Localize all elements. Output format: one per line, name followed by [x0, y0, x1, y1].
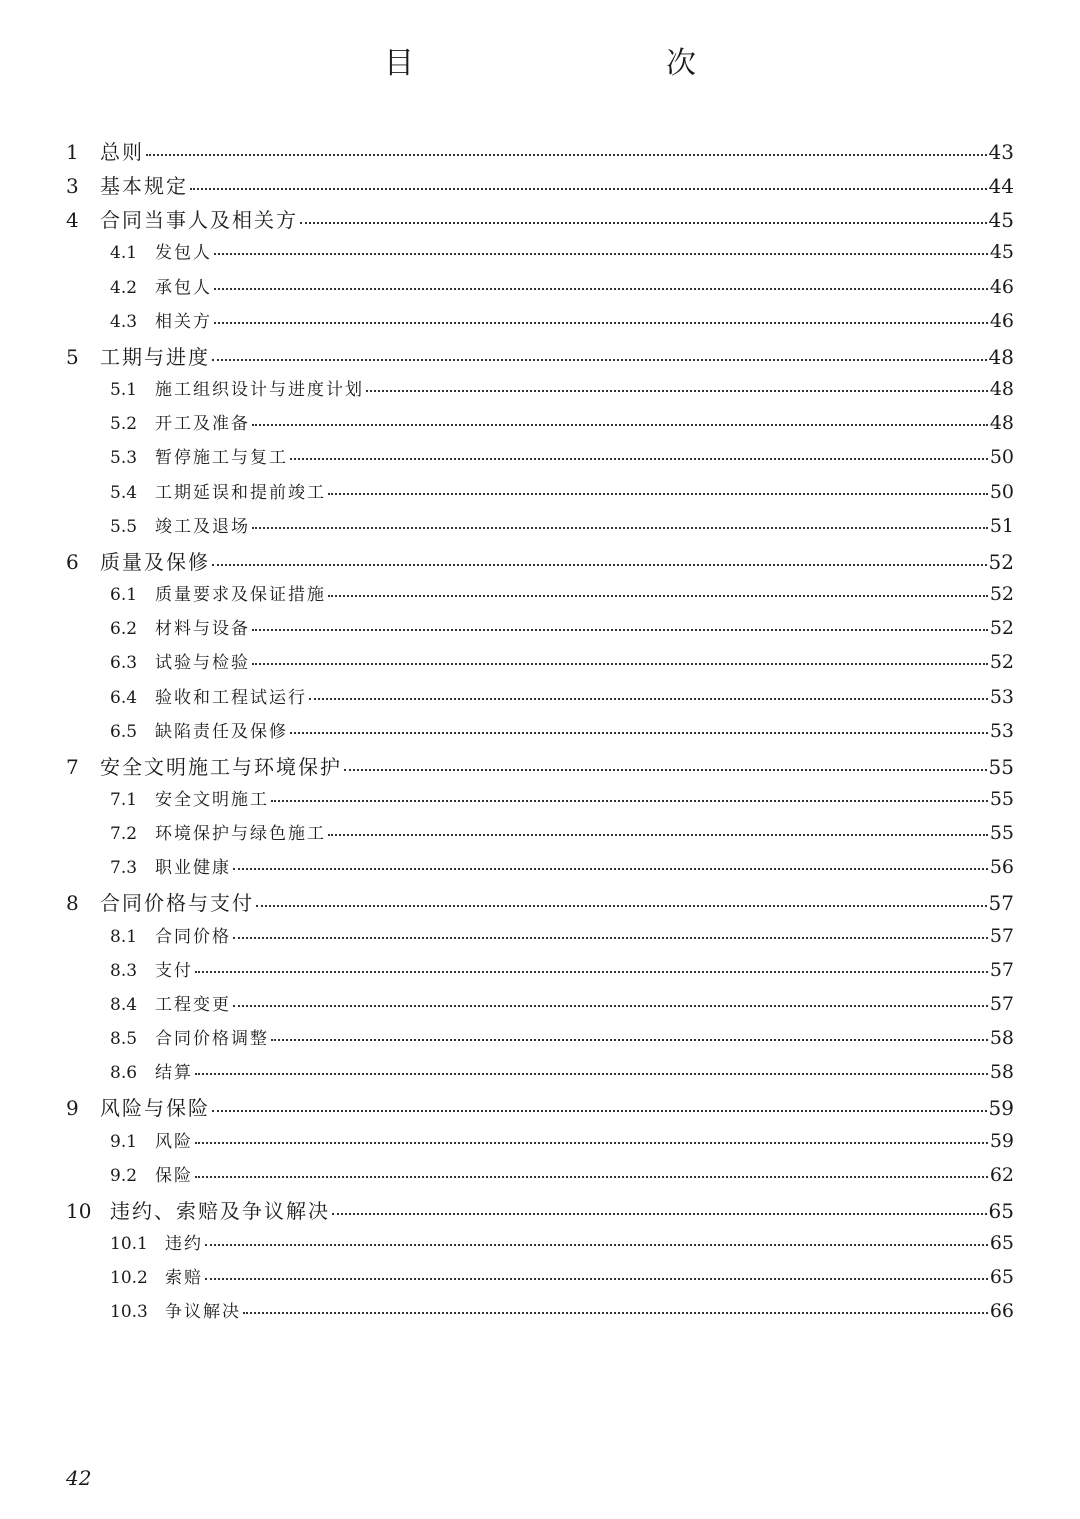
toc-entry-page: 59 [989, 1129, 1014, 1152]
dot-leader [328, 595, 988, 597]
toc-entry-title: 风险与保险 [100, 1096, 210, 1121]
toc-entry-title: 质量及保修 [100, 549, 210, 574]
toc-entry-page: 55 [989, 822, 1014, 845]
dot-leader [252, 629, 988, 631]
toc-entry-title: 基本规定 [100, 174, 188, 199]
toc-entry-number: 3 [66, 174, 79, 199]
toc-entry-title: 违约 [165, 1234, 203, 1254]
dot-leader [332, 1213, 987, 1215]
toc-entry-page: 45 [988, 208, 1014, 233]
toc-entry-page: 59 [988, 1096, 1014, 1121]
toc-entry-page: 53 [989, 719, 1014, 742]
toc-entry-section[interactable] [66, 1263, 1014, 1297]
toc-entry-section[interactable] [66, 307, 1014, 341]
toc-entry-number: 5.3 [110, 448, 138, 469]
toc-entry-number: 4 [66, 208, 79, 233]
toc-entry-section[interactable] [66, 1229, 1014, 1263]
toc-entry-title: 争议解决 [165, 1302, 241, 1323]
toc-entry-title: 试验与检验 [155, 653, 250, 674]
toc-entry-number: 9.2 [110, 1165, 138, 1186]
toc-entry-title: 开工及准备 [155, 414, 250, 435]
toc-entry-number: 4.3 [110, 311, 138, 332]
toc-entry-title: 支付 [155, 960, 193, 981]
toc-entry-title: 缺陷责任及保修 [155, 721, 288, 742]
toc-entry-number: 8.5 [110, 1029, 138, 1050]
toc-entry-page: 44 [988, 174, 1014, 199]
toc-entry-number: 10.1 [110, 1234, 148, 1254]
toc-entry-title: 合同价格与支付 [100, 891, 254, 916]
dot-leader [195, 1142, 988, 1144]
toc-entry-section[interactable] [66, 717, 1014, 751]
dot-leader [290, 732, 988, 734]
toc-entry-page: 53 [989, 685, 1014, 708]
dot-leader [290, 458, 988, 460]
toc-entry-chapter[interactable] [66, 751, 1014, 785]
toc-entry-number: 5.5 [110, 516, 138, 537]
toc-entry-number: 6.1 [110, 585, 138, 606]
toc-entry-title: 合同当事人及相关方 [100, 208, 298, 233]
toc-entry-page: 55 [988, 754, 1014, 779]
toc-entry-page: 50 [989, 480, 1014, 503]
toc-entry-page: 46 [989, 309, 1014, 332]
toc-entry-section[interactable] [66, 853, 1014, 887]
page-title: 目 次 [384, 46, 760, 81]
toc-entry-title: 风险 [155, 1131, 193, 1152]
toc-entry-title: 环境保护与绿色施工 [155, 824, 326, 845]
toc-entry-number: 9 [66, 1096, 79, 1121]
toc-entry-title: 保险 [155, 1165, 193, 1186]
toc-entry-page: 65 [988, 1198, 1014, 1223]
toc-entry-page: 57 [989, 992, 1014, 1015]
toc-entry-page: 48 [988, 344, 1014, 369]
toc-entry-section[interactable] [66, 1127, 1014, 1161]
toc-entry-page: 57 [989, 958, 1014, 981]
dot-leader [214, 322, 988, 324]
dot-leader [233, 868, 988, 870]
dot-leader [252, 663, 988, 665]
dot-leader [366, 390, 988, 392]
toc-entry-chapter[interactable] [66, 170, 1014, 204]
toc-entry-number: 5.4 [110, 482, 138, 503]
toc-entry-chapter[interactable] [66, 887, 1014, 921]
toc-entry-title: 工期延误和提前竣工 [155, 482, 326, 503]
toc-entry-title: 工期与进度 [100, 344, 210, 369]
toc-entry-page: 48 [989, 378, 1014, 401]
dot-leader [252, 424, 988, 426]
dot-leader [271, 1039, 988, 1041]
toc-entry-number: 5.2 [110, 414, 138, 435]
toc-entry-page: 65 [989, 1232, 1014, 1254]
dot-leader [146, 154, 987, 156]
toc-entry-number: 6.5 [110, 721, 138, 742]
toc-entry-number: 8.3 [110, 960, 138, 981]
toc-entry-section[interactable] [66, 375, 1014, 409]
toc-entry-chapter[interactable] [66, 136, 1014, 170]
dot-leader [214, 253, 988, 255]
toc-entry-page: 62 [989, 1163, 1014, 1186]
toc-entry-title: 施工组织设计与进度计划 [155, 380, 364, 401]
toc-entry-section[interactable] [66, 238, 1014, 272]
toc-entry-section[interactable] [66, 683, 1014, 717]
dot-leader [212, 1110, 987, 1112]
toc-entry-number: 6 [66, 549, 79, 574]
dot-leader [344, 769, 987, 771]
toc-entry-title: 发包人 [155, 243, 212, 264]
toc-entry-page: 57 [988, 891, 1014, 916]
toc-entry-chapter[interactable] [66, 204, 1014, 238]
toc-entry-page: 58 [989, 1061, 1014, 1084]
toc-entry-page: 65 [989, 1266, 1014, 1289]
toc-entry-number: 5 [66, 344, 79, 369]
toc-entry-number: 9.1 [110, 1131, 138, 1152]
toc-entry-title: 工程变更 [155, 994, 231, 1015]
toc-entry-section[interactable] [66, 580, 1014, 614]
dot-leader [212, 564, 987, 566]
toc-entry-section[interactable] [66, 922, 1014, 956]
toc-entry-page: 50 [989, 446, 1014, 469]
toc-entry-section[interactable] [66, 409, 1014, 443]
toc-entry-section[interactable] [66, 785, 1014, 819]
toc-entry-title: 违约、索赔及争议解决 [110, 1198, 330, 1223]
dot-leader [300, 222, 987, 224]
dot-leader [243, 1312, 988, 1314]
toc-entry-title: 职业健康 [155, 858, 231, 879]
toc-entry-title: 验收和工程试运行 [155, 687, 307, 708]
dot-leader [271, 800, 988, 802]
dot-leader [205, 1278, 988, 1280]
toc-entry-title: 相关方 [155, 311, 212, 332]
toc-entry-page: 52 [989, 651, 1014, 674]
toc-entry-title: 索赔 [165, 1268, 203, 1289]
toc-entry-section[interactable] [66, 990, 1014, 1024]
toc-entry-title: 质量要求及保证措施 [155, 585, 326, 606]
toc-entry-page: 43 [988, 140, 1014, 164]
dot-leader [195, 1073, 988, 1075]
toc-entry-section[interactable] [66, 512, 1014, 546]
dot-leader [233, 937, 988, 939]
toc-entry-page: 52 [989, 583, 1014, 606]
toc-entry-page: 51 [989, 514, 1014, 537]
toc-entry-page: 57 [989, 924, 1014, 947]
toc-entry-number: 5.1 [110, 380, 138, 401]
toc-entry-title: 合同价格 [155, 926, 231, 947]
toc-entry-section[interactable] [66, 956, 1014, 990]
toc-entry-number: 6.2 [110, 619, 138, 640]
dot-leader [233, 1005, 988, 1007]
dot-leader [328, 834, 988, 836]
toc-entry-title: 结算 [155, 1063, 193, 1084]
dot-leader [212, 359, 987, 361]
toc-entry-page: 56 [989, 856, 1014, 879]
page-number: 42 [66, 1466, 92, 1490]
toc-entry-title: 合同价格调整 [155, 1029, 269, 1050]
toc-entry-title: 竣工及退场 [155, 516, 250, 537]
toc-entry-number: 8 [66, 891, 79, 916]
toc-entry-section[interactable] [66, 273, 1014, 307]
toc-entry-number: 4.1 [110, 243, 138, 264]
toc-entry-page: 48 [989, 412, 1014, 435]
toc-entry-number: 6.4 [110, 687, 138, 708]
toc-entry-page: 52 [989, 617, 1014, 640]
toc-entry-title: 安全文明施工与环境保护 [100, 754, 342, 779]
dot-leader [252, 527, 988, 529]
toc-entry-number: 8.1 [110, 926, 138, 947]
toc-entry-page: 58 [989, 1027, 1014, 1050]
toc-entry-number: 7.2 [110, 824, 138, 845]
toc-entry-section[interactable] [66, 1024, 1014, 1058]
toc-entry-number: 10.3 [110, 1302, 148, 1323]
toc-entry-page: 45 [989, 241, 1014, 264]
toc-entry-section[interactable] [66, 1297, 1014, 1331]
toc-entry-page: 52 [988, 549, 1014, 574]
toc-entry-number: 7 [66, 754, 79, 779]
toc-entry-section[interactable] [66, 1058, 1014, 1092]
toc-entry-number: 7.1 [110, 789, 138, 810]
toc-entry-section[interactable] [66, 443, 1014, 477]
toc-entry-section[interactable] [66, 648, 1014, 682]
toc-entry-page: 66 [989, 1300, 1014, 1323]
toc-entry-number: 8.6 [110, 1063, 138, 1084]
dot-leader [195, 971, 988, 973]
toc-entry-number: 4.2 [110, 277, 138, 298]
table-of-contents [66, 136, 1014, 1331]
toc-entry-title: 总则 [100, 140, 144, 164]
toc-entry-chapter[interactable] [66, 341, 1014, 375]
toc-entry-page: 46 [989, 275, 1014, 298]
toc-entry-page: 55 [989, 787, 1014, 810]
dot-leader [214, 288, 988, 290]
toc-entry-chapter[interactable] [66, 1092, 1014, 1126]
toc-entry-number: 6.3 [110, 653, 138, 674]
dot-leader [190, 188, 987, 190]
toc-entry-chapter[interactable] [66, 1195, 1014, 1229]
toc-entry-title: 承包人 [155, 277, 212, 298]
dot-leader [195, 1176, 988, 1178]
dot-leader [309, 698, 988, 700]
toc-entry-section[interactable] [66, 478, 1014, 512]
toc-entry-title: 暂停施工与复工 [155, 448, 288, 469]
dot-leader [256, 905, 987, 907]
toc-entry-number: 1 [66, 140, 79, 164]
toc-entry-title: 安全文明施工 [155, 789, 269, 810]
toc-entry-number: 10 [66, 1198, 92, 1223]
toc-entry-section[interactable] [66, 1161, 1014, 1195]
toc-entry-section[interactable] [66, 614, 1014, 648]
toc-entry-section[interactable] [66, 819, 1014, 853]
dot-leader [328, 493, 988, 495]
toc-entry-chapter[interactable] [66, 546, 1014, 580]
toc-entry-title: 材料与设备 [155, 619, 250, 640]
toc-entry-number: 10.2 [110, 1268, 148, 1289]
dot-leader [205, 1244, 988, 1246]
toc-entry-number: 8.4 [110, 994, 138, 1015]
toc-entry-number: 7.3 [110, 858, 138, 879]
